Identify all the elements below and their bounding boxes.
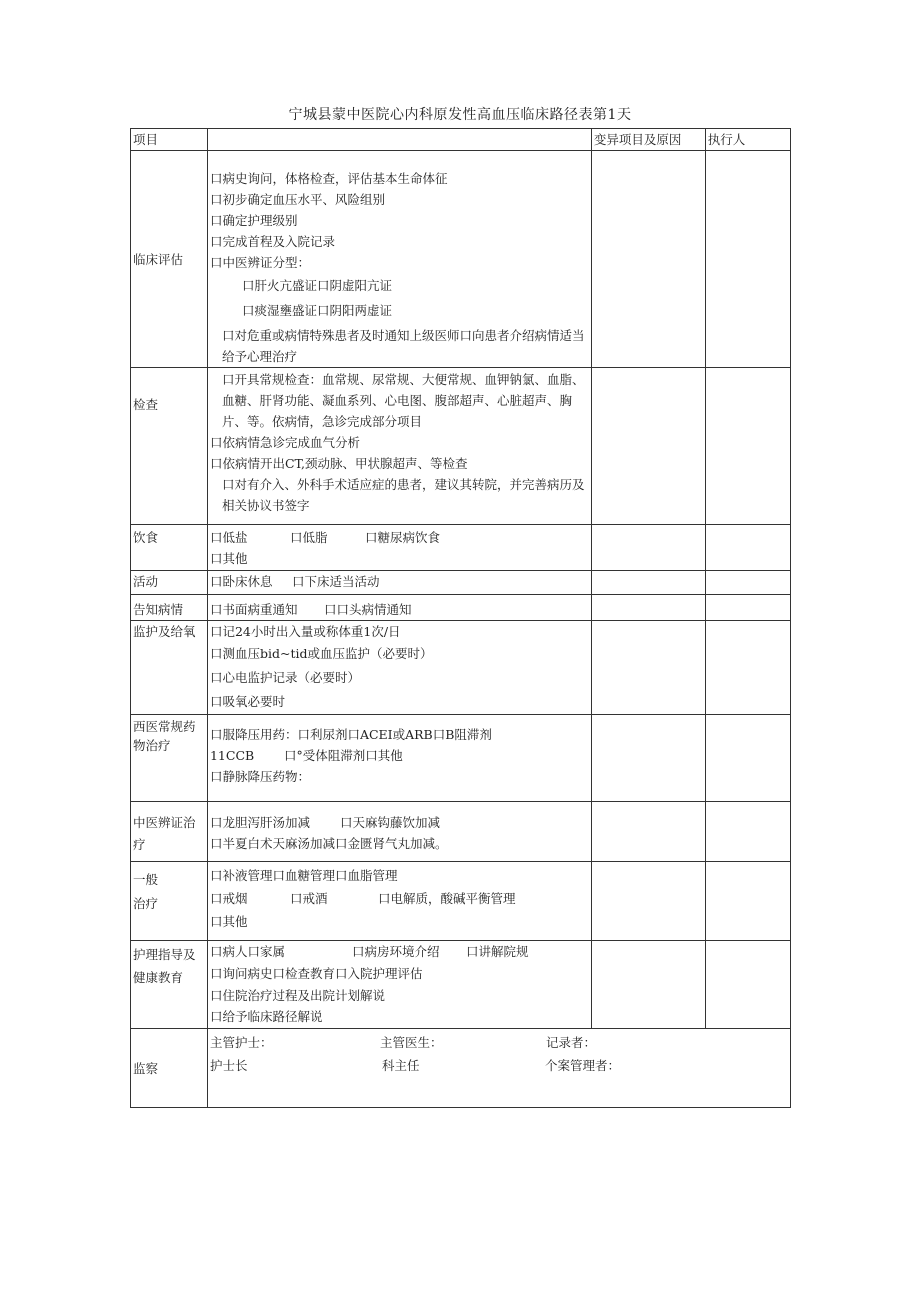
variance-cell <box>591 802 705 862</box>
checklist-item: 口服降压用药：口利尿剂口ACEI或ARB口B阻滞剂 <box>209 727 492 742</box>
row-activity <box>131 571 791 595</box>
checklist-item: 口静脉降压药物： <box>209 769 310 784</box>
executor-cell <box>705 802 790 862</box>
checklist-item: 口住院治疗过程及出院计划解说 <box>209 988 385 1003</box>
header-content <box>207 129 591 151</box>
category-cell: 一般治疗 <box>131 862 208 941</box>
variance-cell <box>591 151 705 368</box>
row-examination <box>131 368 791 525</box>
checklist-item: 口天麻钩藤饮加减 <box>339 815 440 830</box>
content-cell <box>207 525 591 571</box>
checklist-item: 口痰湿壅盛证口阴阳两虚证 <box>241 303 392 318</box>
checklist-item: 口讲解院规 <box>465 944 529 959</box>
variance-cell <box>591 621 705 715</box>
signature-label-case-manager: 个案管理者： <box>544 1058 620 1073</box>
checklist-item: 口肝火亢盛证口阴虚阳亢证 <box>241 278 392 293</box>
executor-cell <box>705 368 790 525</box>
category-cell: 检查 <box>131 368 208 525</box>
checklist-item: 口书面病重通知 <box>209 602 298 617</box>
content-cell <box>207 941 591 1029</box>
category-cell: 监护及给氧 <box>131 621 208 715</box>
row-monitoring-oxygen <box>131 621 791 715</box>
executor-cell <box>705 941 790 1029</box>
variance-cell <box>591 715 705 802</box>
checklist-item: 口开具常规检查：血常规、尿常规、大便常规、血钾钠氯、血脂、血糖、肝肾功能、凝血系列、心电图、腹部超声、心脏超声、胸片、等。依病情，急诊完成部分项目 <box>221 372 585 429</box>
row-notification <box>131 595 791 621</box>
checklist-item: 口戒烟 <box>209 891 248 906</box>
checklist-item: 口补液管理口血糖管理口血脂管理 <box>209 868 398 883</box>
checklist-item: 口卧床休息 <box>209 574 273 589</box>
checklist-item: 口询问病史口检查教育口入院护理评估 <box>209 966 423 981</box>
checklist-item: 口吸氧必要时 <box>209 694 285 709</box>
checklist-item: 口病史询问，体格检查，评估基本生命体征 <box>209 171 448 186</box>
variance-cell <box>591 941 705 1029</box>
row-diet <box>131 525 791 571</box>
checklist-item: 口低盐 <box>209 530 248 545</box>
checklist-item: 口依病情开出CT,颈动脉、甲状腺超声、等检查 <box>209 456 468 471</box>
variance-cell <box>591 525 705 571</box>
category-cell: 告知病情 <box>131 595 208 621</box>
checklist-item: 口中医辨证分型： <box>209 255 310 270</box>
category-cell: 活动 <box>131 571 208 595</box>
category-cell: 护理指导及健康教育 <box>131 941 208 1029</box>
checklist-item: 口戒酒 <box>289 891 328 906</box>
variance-cell <box>591 571 705 595</box>
executor-cell <box>705 151 790 368</box>
row-western-medication <box>131 715 791 802</box>
signature-label-department-head: 科主任 <box>381 1058 420 1073</box>
executor-cell <box>705 862 790 941</box>
checklist-item: 11CCB <box>209 748 255 763</box>
checklist-item: 口依病情急诊完成血气分析 <box>209 435 360 450</box>
checklist-item: 口电解质，酸碱平衡管理 <box>377 891 516 906</box>
checklist-item: 口测血压bid~tid或血压监护（必要时） <box>209 646 433 661</box>
executor-cell <box>705 595 790 621</box>
checklist-item: 口给予临床路径解说 <box>209 1009 323 1024</box>
checklist-item: 口初步确定血压水平、风险组别 <box>209 192 385 207</box>
signature-label-head-nurse-in-charge: 主管护士： <box>209 1035 273 1050</box>
header-executor: 执行人 <box>705 129 790 151</box>
checklist-item: 口确定护理级别 <box>209 213 298 228</box>
category-cell: 监察 <box>131 1029 208 1108</box>
checklist-item: 口其他 <box>209 551 248 566</box>
checklist-item: 口糖尿病饮食 <box>364 530 440 545</box>
signature-label-head-nurse: 护士长 <box>209 1058 248 1073</box>
executor-cell <box>705 525 790 571</box>
checklist-item: 口其他 <box>209 914 248 929</box>
content-cell <box>207 595 591 621</box>
row-clinical-assessment <box>131 151 791 368</box>
content-cell <box>207 802 591 862</box>
content-cell <box>207 571 591 595</box>
category-cell: 西医常规药物治疗 <box>131 715 208 802</box>
row-general-treatment <box>131 862 791 941</box>
row-nursing-education <box>131 941 791 1029</box>
checklist-item: 口心电监护记录（必要时） <box>209 670 360 685</box>
header-variance: 变异项目及原因 <box>591 129 705 151</box>
executor-cell <box>705 715 790 802</box>
checklist-item: 口记24小时出入量或称体重1次/日 <box>209 624 401 639</box>
checklist-item: 口龙胆泻肝汤加减 <box>209 815 310 830</box>
checklist-item: 口口头病情通知 <box>323 602 412 617</box>
content-cell <box>207 862 591 941</box>
executor-cell <box>705 571 790 595</box>
clinical-pathway-table <box>130 128 791 1108</box>
checklist-item: 口半夏白术天麻汤加减口金匮肾气丸加减。 <box>209 836 448 851</box>
checklist-item: 口对有介入、外科手术适应症的患者，建议其转院，并完善病历及相关协议书签字 <box>221 477 585 513</box>
category-cell: 中医辨证治疗 <box>131 802 208 862</box>
signature-cell <box>207 1029 790 1108</box>
category-cell: 临床评估 <box>131 151 208 368</box>
row-tcm-treatment <box>131 802 791 862</box>
executor-cell <box>705 621 790 715</box>
checklist-item: 口完成首程及入院记录 <box>209 234 335 249</box>
checklist-item: 口下床适当活动 <box>291 574 380 589</box>
category-cell: 饮食 <box>131 525 208 571</box>
content-cell <box>207 151 591 368</box>
variance-cell <box>591 862 705 941</box>
document-title: 宁城县蒙中医院心内科原发性高血压临床路径表第1天 <box>288 107 632 123</box>
signature-label-recorder: 记录者： <box>545 1035 596 1050</box>
checklist-item: 口低脂 <box>289 530 328 545</box>
variance-cell <box>591 368 705 525</box>
variance-cell <box>591 595 705 621</box>
checklist-item: 口°受体阻滞剂口其他 <box>283 748 403 763</box>
checklist-item: 口对危重或病情特殊患者及时通知上级医师口向患者介绍病情适当给予心理治疗 <box>221 328 585 364</box>
row-supervision <box>131 1029 791 1108</box>
content-cell <box>207 621 591 715</box>
content-cell <box>207 368 591 525</box>
header-row <box>131 129 791 151</box>
checklist-item: 口病房环境介绍 <box>351 944 440 959</box>
signature-label-doctor-in-charge: 主管医生： <box>379 1035 443 1050</box>
content-cell <box>207 715 591 802</box>
checklist-item: 口病人口家属 <box>209 944 285 959</box>
header-item: 项目 <box>131 129 208 151</box>
